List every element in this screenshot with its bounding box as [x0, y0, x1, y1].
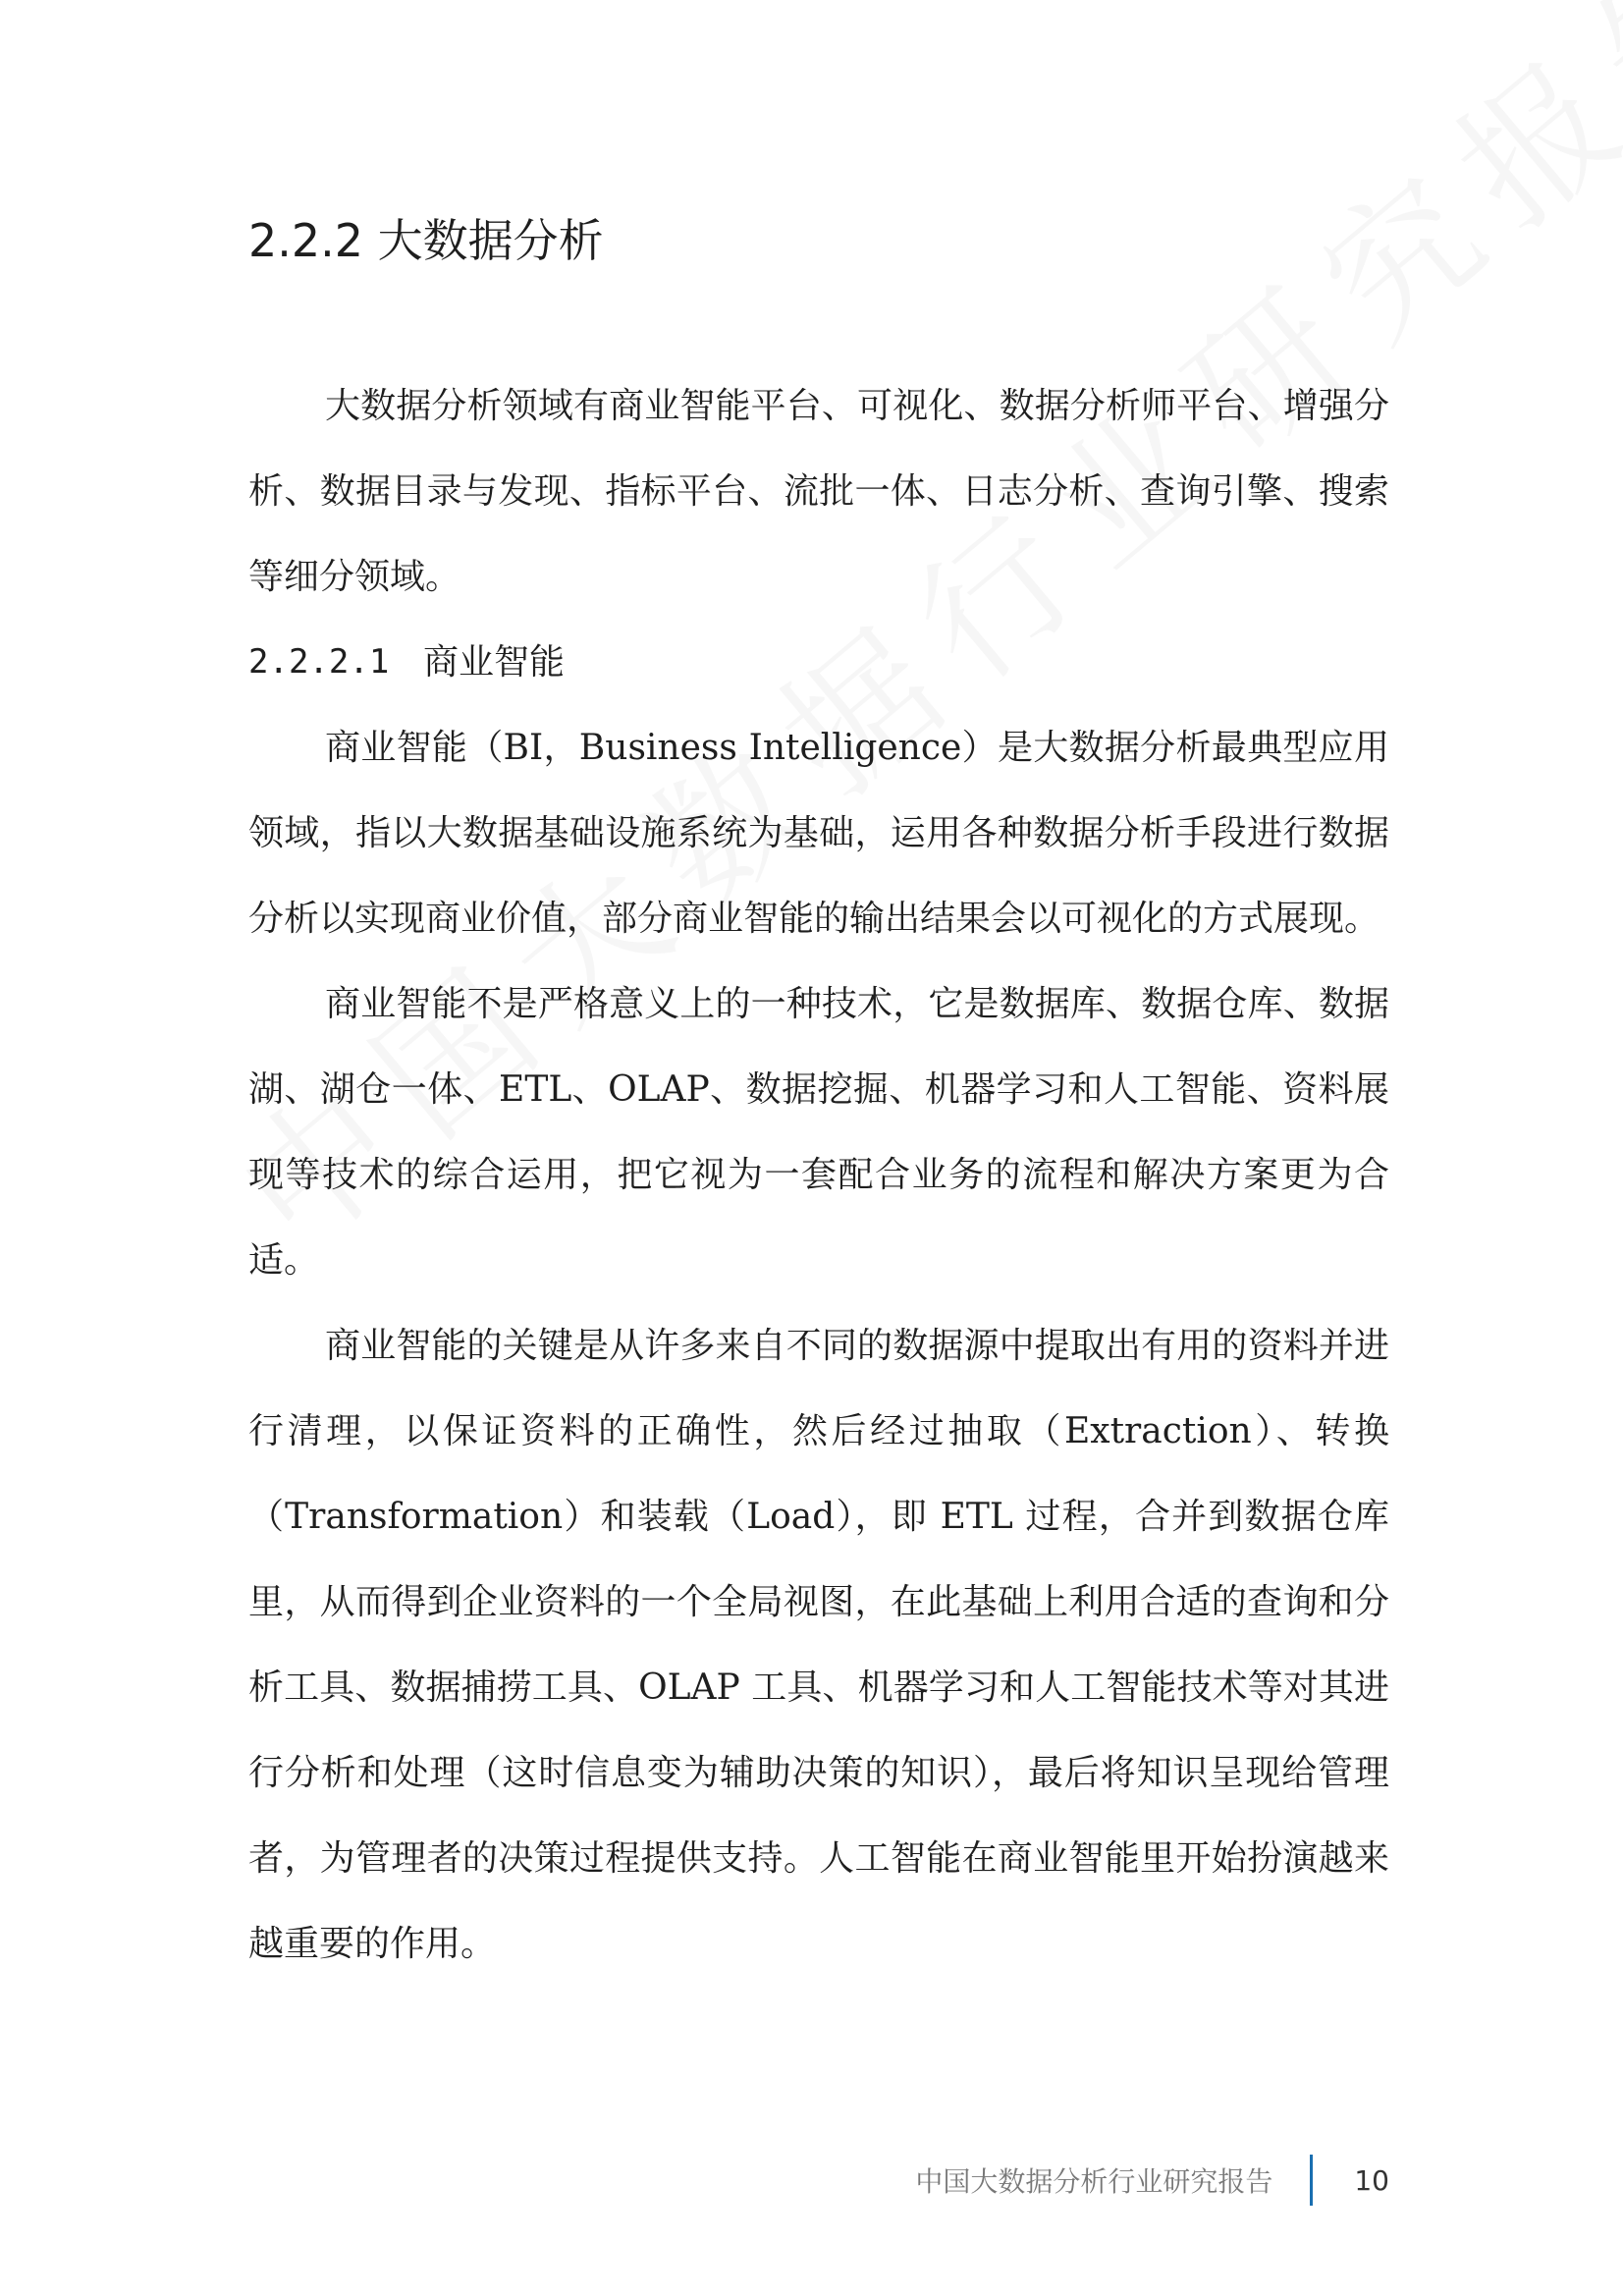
footer-divider [1310, 2155, 1313, 2206]
section-intro-paragraph: 大数据分析领域有商业智能平台、可视化、数据分析师平台、增强分析、数据目录与发现、指标平台、流批一体、日志分析、查询引擎、搜索等细分领域。 [248, 386, 1389, 597]
subsection-heading [248, 620, 1389, 705]
paragraph-2: 商业智能不是严格意义上的一种技术，它是数据库、数据仓库、数据湖、湖仓一体、ETL、OLAP、数据挖掘、机器学习和人工智能、资料展现等技术的综合运用，把它视为一套配合业务的流程和解决方案更为合适。 [248, 984, 1389, 1281]
page-footer [915, 2151, 1389, 2210]
section-heading: 2.2.2 大数据分析 [248, 214, 604, 267]
footer-report-title: 中国大数据分析行业研究报告 [915, 2165, 1273, 2198]
paragraph-3: 商业智能的关键是从许多来自不同的数据源中提取出有用的资料并进行清理，以保证资料的正确性，然后经过抽取（Extraction）、转换（Transformation）和装载（Load），即 ETL 过程，合并到数据仓库里，从而得到企业资料的一个全局视图，在此基础上利用合适的查询和分析工具、数据捕捞工具、OLAP 工具、机器学习和人工智能技术等对其进行分析和处理（这时信息变为辅助决策的知识），最后将知识呈现给管理者，为管理者的决策过程提供支持。人工智能在商业智能里开始扮演越来越重要的作用。 [248, 1326, 1389, 1964]
subsection-title: 商业智能 [423, 642, 566, 683]
page-number: 10 [1354, 2163, 1389, 2197]
page-content [248, 201, 1389, 1987]
paragraph-1: 商业智能（BI，Business Intelligence）是大数据分析最典型应用领域，指以大数据基础设施系统为基础，运用各种数据分析手段进行数据分析以实现商业价值，部分商业智能的输出结果会以可视化的方式展现。 [248, 728, 1389, 939]
subsection-number: 2.2.2.1 [248, 642, 390, 682]
